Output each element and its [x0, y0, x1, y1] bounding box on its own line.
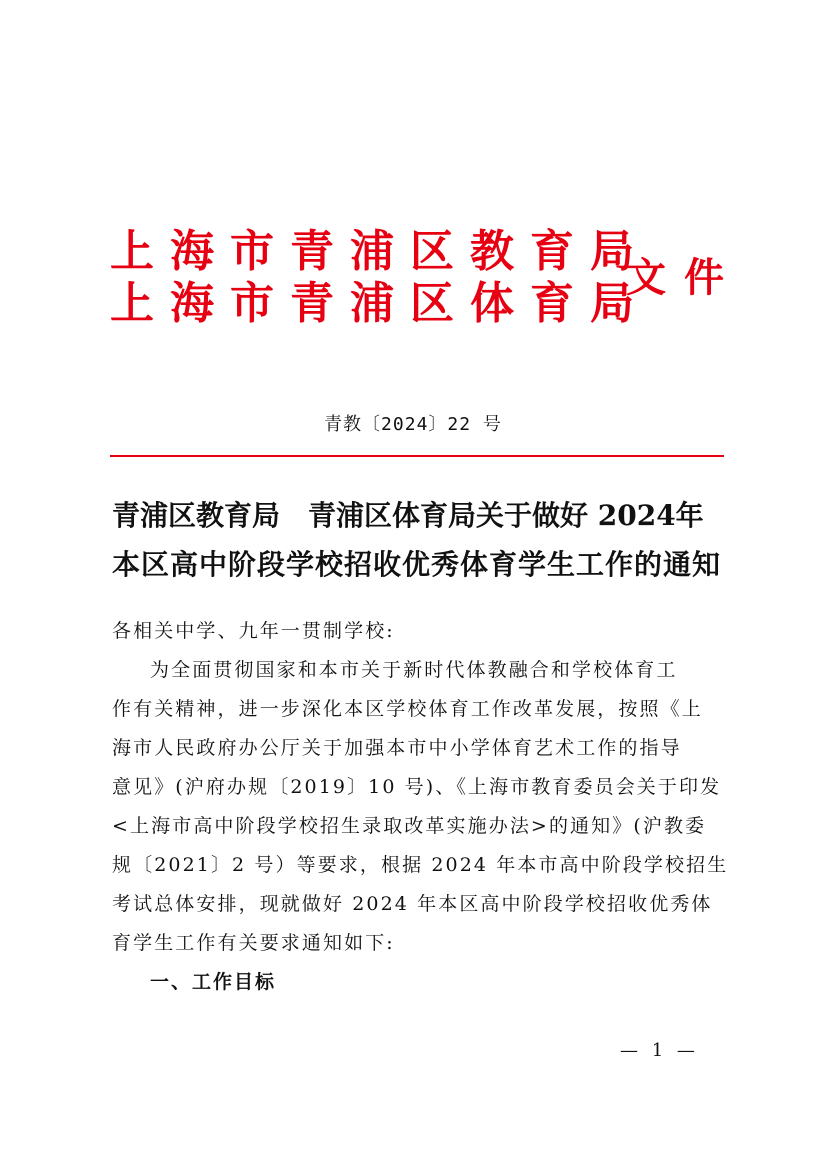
paragraph-line: 为全面贯彻国家和本市关于新时代体教融合和学校体育工: [150, 659, 678, 681]
paragraph-line: 考试总体安排，现就做好 2024 年本区高中阶段学校招收优秀体: [112, 893, 713, 915]
document-title-line-2: 本区高中阶段学校招收优秀体育学生工作的通知: [112, 548, 722, 581]
issuer-name-education: 上海市青浦区教育局: [110, 226, 650, 277]
document-type-label: 文件: [626, 254, 742, 301]
red-divider: [110, 455, 724, 457]
salutation: 各相关中学、九年一贯制学校:: [112, 620, 395, 642]
document-number: 青教〔2024〕22 号: [324, 414, 502, 435]
paragraph-line: 意见》(沪府办规〔2019〕10 号)、《上海市教育委员会关于印发: [112, 776, 722, 798]
paragraph-line: 作有关精神，进一步深化本区学校体育工作改革发展，按照《上: [112, 698, 703, 720]
section-heading: 一、工作目标: [150, 971, 277, 993]
paragraph-line: 育学生工作有关要求通知如下:: [112, 932, 395, 954]
document-title-line-1: 青浦区教育局 青浦区体育局关于做好 2024年: [112, 499, 704, 532]
issuer-name-sports: 上海市青浦区体育局: [110, 278, 650, 329]
document-header: [110, 222, 742, 332]
paragraph-line: 规〔2021〕2 号）等要求，根据 2024 年本市高中阶段学校招生: [112, 854, 729, 876]
paragraph-line: 海市人民政府办公厅关于加强本市中小学体育艺术工作的指导: [112, 737, 682, 759]
page-number: — 1 —: [620, 1040, 699, 1061]
paragraph-line: <上海市高中阶段学校招生录取改革实施办法>的通知》(沪教委: [112, 815, 707, 837]
